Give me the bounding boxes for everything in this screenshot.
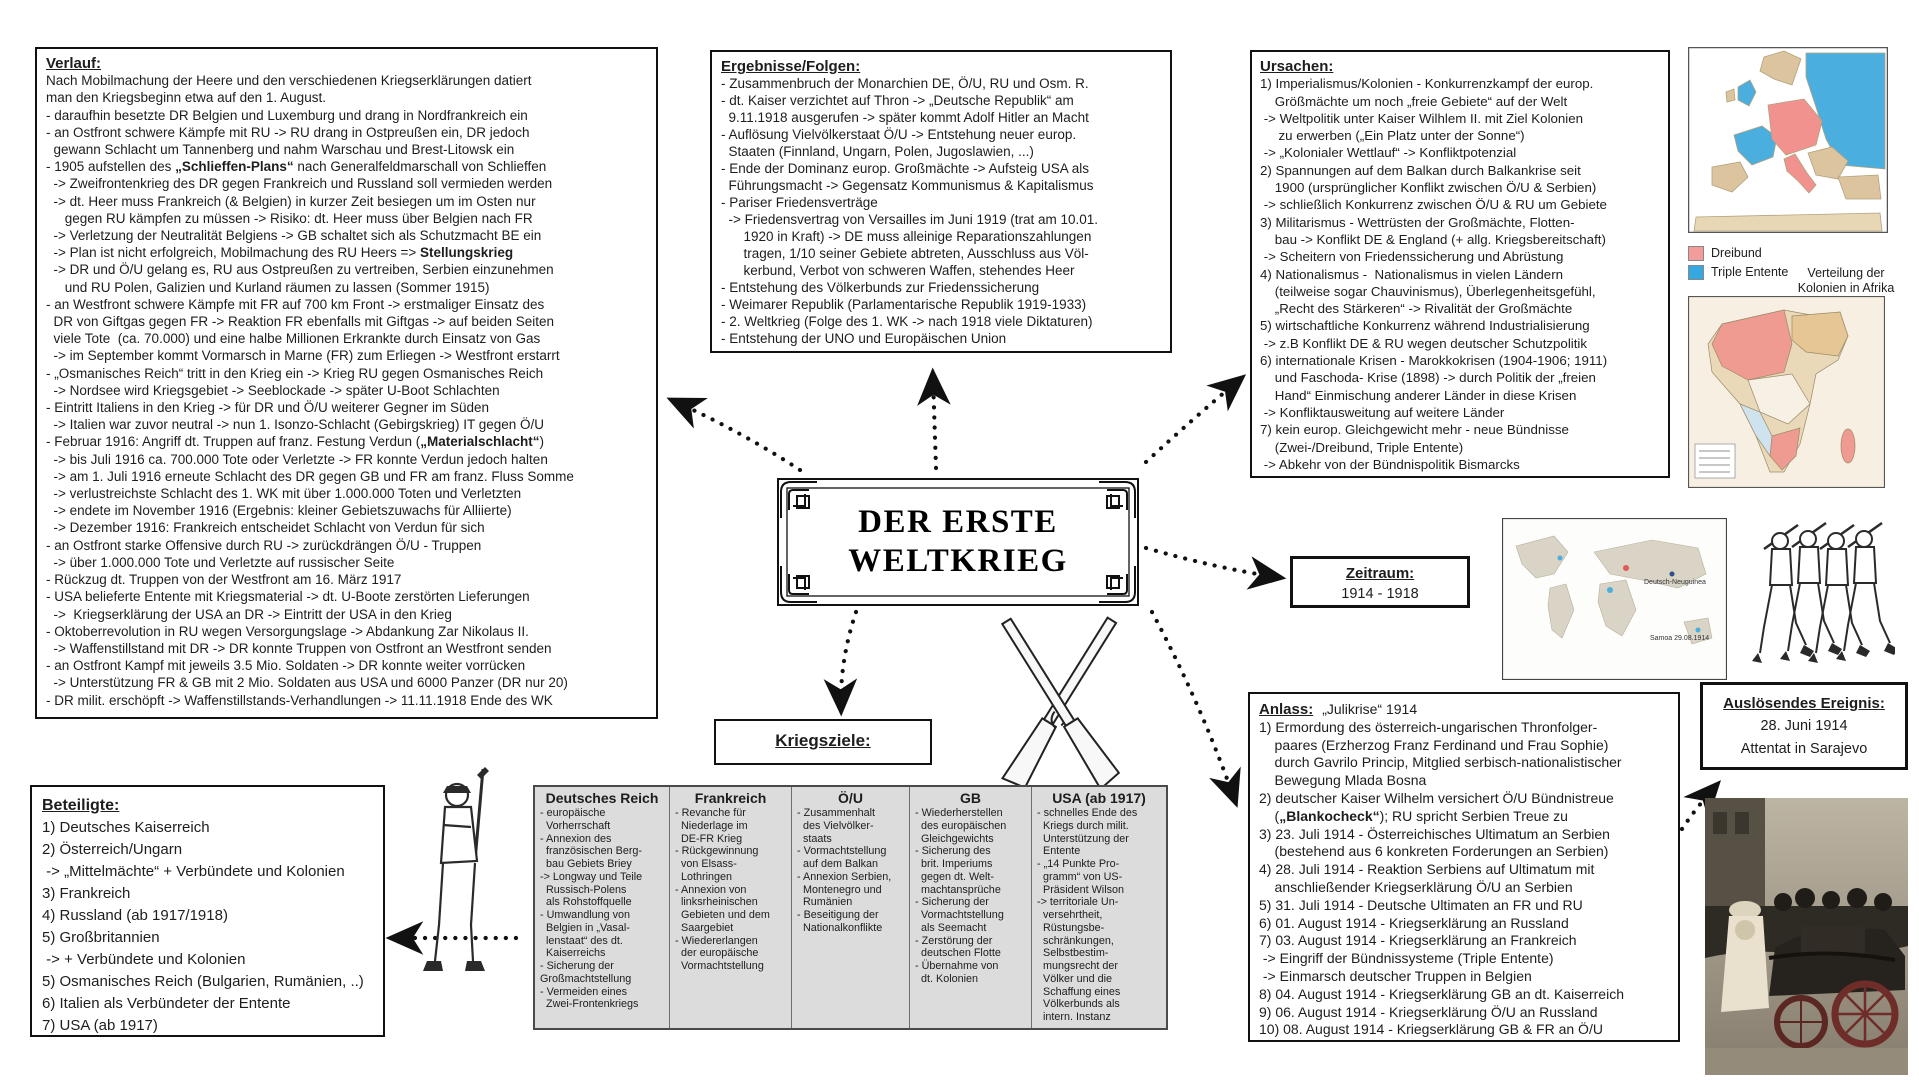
text-line: mungsrecht der <box>1037 960 1119 972</box>
text-line: - „14 Punkte Pro- <box>1037 858 1120 870</box>
text-line: - 1905 aufstellen des „Schlieffen-Plans“ nach Generalfeldmarschall von Schlieffen <box>46 159 547 175</box>
text-line: - Entstehung des Völkerbunds zur Friedenssicherung <box>721 280 1040 295</box>
text-line: -> im September kommt Vormarsch in Marne (FR) zum Erliegen -> Westfront erstarrt <box>46 348 560 364</box>
text-line: 8) 04. August 1914 - Kriegserklärung GB an dt. Kaiserreich <box>1259 985 1624 1002</box>
text-line: der europäische <box>675 947 759 960</box>
text-line: -> Kriegserklärung der USA an DR -> Eintritt der USA in den Krieg <box>46 606 452 622</box>
text-line: Rüstungsbe- <box>1037 921 1105 934</box>
beteiligte-box <box>30 785 385 1037</box>
table-header-gb: GB <box>960 790 981 806</box>
africa-map-caption: Verteilung der Kolonien in Afrika <box>1797 266 1895 295</box>
legend-item-dreibund <box>1688 245 1788 262</box>
text-line: Unterstützung der <box>1037 832 1129 845</box>
text-line: - Eintritt Italiens in den Krieg -> für DR und Ö/U weiterer Gegner im Süden <box>46 400 490 416</box>
triple-entente-color-swatch <box>1688 265 1704 280</box>
text-line: - Rückgewinnung <box>675 845 759 858</box>
text-line: Großmachtstellung <box>540 972 632 985</box>
text-line: 1920 in Kraft) -> DE muss alleinige Reparationszahlungen <box>721 229 1092 244</box>
text-line: - Umwandlung von <box>540 909 631 921</box>
text-line: 1900 (ursprünglicher Konflikt zwischen Ö/U & Serbien) <box>1260 180 1597 196</box>
table-cells-usa <box>1032 807 1166 1026</box>
text-line: - Wiederherstellen <box>915 807 1003 819</box>
text-line: kerbund, Verbot von schweren Waffen, stehendes Heer <box>721 263 1075 278</box>
text-line: Gleichgewichts <box>915 832 994 845</box>
text-line: - USA belieferte Entente mit Kriegsmaterial -> dt. U-Boote zerstörten Lieferungen <box>46 589 530 605</box>
text-line: 7) 03. August 1914 - Kriegserklärung an Frankreich <box>1259 932 1577 949</box>
text-line: („Blankocheck“); RU spricht Serbien Treue zu <box>1259 807 1568 824</box>
text-line: - an Ostfront starke Offensive durch RU -> zurückdrängen Ö/U - Truppen <box>46 537 482 553</box>
zeitraum-value: 1914 - 1918 <box>1341 586 1419 602</box>
text-line: - Annexion von <box>675 883 747 896</box>
text-line: dt. Kolonien <box>915 972 979 985</box>
text-line: -> Zweifrontenkrieg des DR gegen Frankreich und Russland soll vermieden werden <box>46 176 553 192</box>
text-line: französischen Berg- <box>540 845 643 858</box>
ausloesendes-ereignis-box <box>1700 682 1908 770</box>
table-column-usa <box>1032 787 1166 1028</box>
text-line: des europäischen <box>915 819 1007 832</box>
text-line: - DR milit. erschöpft -> Waffenstillstands-Verhandlungen -> 11.11.1918 Ende des WK <box>46 692 553 708</box>
text-line: Vormachtstellung <box>915 909 1004 921</box>
ursachen-heading: Ursachen: <box>1260 58 1334 75</box>
text-line: Völker und die <box>1037 972 1113 985</box>
text-line: Vormachtstellung <box>675 960 764 972</box>
text-line: -> über 1.000.000 Tote und Verletzte auf russischer Seite <box>46 554 395 570</box>
text-line: durch Gavrilo Princip, Mitglied serbisch-nationalistischer <box>1259 754 1622 771</box>
text-line: 9.11.1918 ausgerufen -> später kommt Adolf Hitler an Macht <box>721 110 1089 125</box>
world-map-label-samoa: Samoa 29.08.1914 <box>1650 635 1710 642</box>
kriegsziele-heading: Kriegsziele: <box>775 731 871 750</box>
text-line: - Beseitigung der <box>797 909 879 921</box>
text-line: 1) Imperialismus/Kolonien - Konkurrenzkampf der europ. <box>1260 76 1594 92</box>
table-cells-deutsches-reich <box>535 807 669 1013</box>
text-line: als Rohstoffquelle <box>540 896 632 909</box>
table-header-deutsches-reich: Deutsches Reich <box>545 790 659 806</box>
text-line: als Seemacht <box>915 921 987 934</box>
text-line: - Zerstörung der <box>915 934 993 947</box>
text-line: intern. Instanz <box>1037 1011 1111 1023</box>
text-line: - „Osmanisches Reich“ tritt in den Krieg ein -> Krieg RU gegen Osmanisches Reich <box>46 365 544 381</box>
text-line: Völkerbunds als <box>1037 998 1120 1011</box>
kriegsziele-table <box>533 785 1168 1030</box>
ergebnisse-heading: Ergebnisse/Folgen: <box>721 58 861 75</box>
text-line: 1) Deutsches Kaiserreich <box>42 819 210 836</box>
text-line: Präsident Wilson <box>1037 883 1125 896</box>
text-line: - Annexion des <box>540 832 612 845</box>
ausloesendes-date: 28. Juni 1914 <box>1760 718 1848 734</box>
text-line: 3) Militarismus - Wettrüsten der Großmächte, Flotten- <box>1260 214 1575 230</box>
text-line: (Zwei-/Dreibund, Triple Entente) <box>1260 439 1464 455</box>
triple-entente-label: Triple Entente <box>1711 265 1789 279</box>
text-line: - Sicherung des <box>915 845 991 858</box>
world-war-map <box>1502 518 1727 680</box>
text-line: gramm“ von US- <box>1037 870 1123 883</box>
table-cells-gb <box>910 807 1031 988</box>
text-line: bau Gebiets Briey <box>540 858 632 870</box>
anlass-heading: Anlass: <box>1259 701 1314 718</box>
verlauf-box <box>35 47 658 719</box>
text-line: Bewegung Mlada Bosna <box>1259 772 1427 789</box>
text-line: - dt. Kaiser verzichtet auf Thron -> „Deutsche Republik“ am <box>721 93 1074 108</box>
text-line: zu erwerben („Ein Platz unter der Sonne“) <box>1260 128 1525 144</box>
text-line: 4) Nationalismus - Nationalismus in vielen Ländern <box>1260 266 1564 282</box>
main-title <box>775 476 1141 608</box>
ergebnisse-content <box>721 75 1161 347</box>
text-line: - Rückzug dt. Truppen von der Westfront am 16. März 1917 <box>46 572 402 588</box>
text-line: 5) 31. Juli 1914 - Deutsche Ultimaten an FR und RU <box>1259 896 1583 913</box>
text-line: 1) Ermordung des österreich-ungarischen Thronfolger- <box>1259 718 1598 735</box>
text-line: Lothringen <box>675 870 733 883</box>
text-line: bau -> Konflikt DE & England (+ allg. Kriegsbereitschaft) <box>1260 231 1606 247</box>
text-line: Kaiserreichs <box>540 947 606 960</box>
text-line: 9) 06. August 1914 - Kriegserklärung Ö/U an Russland <box>1259 1003 1598 1020</box>
text-line: -> + Verbündete und Kolonien <box>42 951 246 968</box>
text-line: Belgien in „Vasal- <box>540 921 630 934</box>
page-title: DER ERSTE WELTKRIEG <box>848 504 1068 579</box>
ursachen-content <box>1260 75 1660 473</box>
ursachen-box <box>1250 50 1670 478</box>
table-column-oeu <box>792 787 910 1028</box>
text-line: Niederlage im <box>675 819 748 832</box>
text-line: -> Konfliktausweitung auf weitere Länder <box>1260 404 1505 420</box>
text-line: - Februar 1916: Angriff dt. Truppen auf franz. Festung Verdun („Materialschlacht“) <box>46 434 545 450</box>
text-line: - daraufhin besetzte DR Belgien und Luxemburg und drang in Nordfrankreich ein <box>46 107 528 123</box>
text-line: -> verlustreichste Schlacht des 1. WK mit über 1.000.000 Toten und Verletzten <box>46 486 522 502</box>
text-line: - Zusammenhalt <box>797 807 876 819</box>
text-line: -> „Mittelmächte“ + Verbündete und Kolonien <box>42 863 345 880</box>
text-line: (teilweise sogar Chauvinismus), Überlegenheitsgefühl, <box>1260 283 1596 299</box>
text-line: - Weimarer Republik (Parlamentarische Republik 1919-1933) <box>721 297 1087 312</box>
text-line: Führungsmacht -> Gegensatz Kommunismus & Kapitalismus <box>721 178 1094 193</box>
text-line: -> Dezember 1916: Frankreich entscheidet Schlacht von Verdun für sich <box>46 520 485 536</box>
text-line: DR von Giftgas gegen FR -> Reaktion FR ebenfalls mit Giftgas -> auf beiden Seiten <box>46 314 555 330</box>
text-line: - Vermeiden eines <box>540 985 628 998</box>
text-line: -> Longway und Teile <box>540 870 643 883</box>
text-line: -> schließlich Konkurrenz zwischen Ö/U & RU um Gebiete <box>1260 197 1607 213</box>
text-line: - an Westfront schwere Kämpfe mit FR auf 700 km Front -> erstmaliger Einsatz des <box>46 296 545 312</box>
text-line: - Wiedererlangen <box>675 934 758 947</box>
text-line: Selbstbestim- <box>1037 947 1109 960</box>
zeitraum-box <box>1290 556 1470 608</box>
text-line: gegen RU kämpfen zu müssen -> Risiko: dt. Heer muss über Belgien nach FR <box>46 210 533 226</box>
text-line: -> Einmarsch deutscher Truppen in Belgien <box>1259 967 1532 984</box>
text-line: -> Nordsee wird Kriegsgebiet -> Seeblockade -> später U-Boot Schlachten <box>46 382 500 398</box>
text-line: man den Kriegsbeginn etwa auf den 1. August. <box>46 90 326 106</box>
text-line: 3) Frankreich <box>42 885 131 902</box>
table-cells-frankreich <box>670 807 791 975</box>
text-line: -> Eingriff der Bündnissysteme (Triple Entente) <box>1259 950 1554 967</box>
text-line: Rumänien <box>797 896 853 909</box>
text-line: 4) Russland (ab 1917/1918) <box>42 907 228 924</box>
text-line: - Pariser Friedensverträge <box>721 195 878 210</box>
table-header-oeu: Ö/U <box>838 790 863 806</box>
dreibund-label: Dreibund <box>1711 246 1762 260</box>
text-line: paares (Erzherzog Franz Ferdinand und Frau Sophie) <box>1259 736 1609 753</box>
text-line: von Elsass- <box>675 858 737 870</box>
ausloesendes-heading: Auslösendes Ereignis: <box>1723 695 1885 712</box>
text-line: Vorherrschaft <box>540 819 611 832</box>
anlass-intro: „Julikrise“ 1914 <box>1322 701 1418 717</box>
text-line: - europäische <box>540 807 606 819</box>
text-line: - Zusammenbruch der Monarchien DE, Ö/U, RU und Osm. R. <box>721 76 1089 91</box>
text-line: lenstaat“ des dt. <box>540 934 623 947</box>
text-line: Nationalkonflikte <box>797 921 883 934</box>
text-line: Montenegro und <box>797 883 882 896</box>
text-line: Nach Mobilmachung der Heere und den verschiedenen Kriegserklärungen datiert <box>46 73 532 89</box>
text-line: - Oktoberrevolution in RU wegen Versorgungslage -> Abdankung Zar Nikolaus II. <box>46 623 529 639</box>
verlauf-heading: Verlauf: <box>46 55 102 72</box>
verlauf-content <box>46 72 647 709</box>
text-line: - 2. Weltkrieg (Folge des 1. WK -> nach 1918 viele Diktaturen) <box>721 314 1093 329</box>
text-line: 2) Spannungen auf dem Balkan durch Balkankrise seit <box>1260 162 1581 178</box>
beteiligte-content <box>42 817 373 1037</box>
table-column-deutsches-reich <box>535 787 670 1028</box>
text-line: -> am 1. Juli 1916 erneute Schlacht des DR gegen GB und FR am franz. Fluss Somme <box>46 468 574 484</box>
text-line: - Übernahme von <box>915 960 999 972</box>
text-line: - Sicherung der <box>540 960 614 972</box>
text-line: - Ende der Dominanz europ. Großmächte -> Aufsteig USA als <box>721 161 1090 176</box>
text-line: Staaten (Finnland, Ungarn, Polen, Jugoslawien, ...) <box>721 144 1034 159</box>
text-line: - an Ostfront Kampf mit jeweils 3.5 Mio. Soldaten -> DR konnte weiter vorrücken <box>46 658 526 674</box>
text-line: auf dem Balkan <box>797 858 879 870</box>
ausloesendes-event: Attentat in Sarajevo <box>1740 741 1868 757</box>
text-line: - Sicherung der <box>915 896 989 909</box>
beteiligte-heading: Beteiligte: <box>42 797 120 814</box>
text-line: -> Friedensvertrag von Versailles im Juni 1919 (trat am 10.01. <box>721 212 1099 227</box>
sarajevo-assassination-photo <box>1705 798 1908 1075</box>
text-line: staats <box>797 832 832 845</box>
text-line: „Recht des Stärkeren“ -> Rivalität der Großmächte <box>1260 301 1573 317</box>
text-line: -> Weltpolitik unter Kaiser Wilhlem II. mit Ziel Kolonien <box>1260 110 1584 126</box>
text-line: - schnelles Ende des <box>1037 807 1138 819</box>
text-line: 3) 23. Juli 1914 - Österreichisches Ultimatum an Serbien <box>1259 825 1610 842</box>
text-line: des Vielvölker- <box>797 819 874 832</box>
text-line: 7) USA (ab 1917) <box>42 1017 158 1034</box>
text-line: (bestehend aus 6 konkreten Forderungen an Serbien) <box>1259 843 1609 860</box>
text-line: -> territoriale Un- <box>1037 896 1119 909</box>
text-line: -> DR und Ö/U gelang es, RU aus Ostpreußen zu vertreiben, Serbien einzunehmen <box>46 262 554 278</box>
text-line: deutschen Flotte <box>915 947 1001 960</box>
text-line: 6) internationale Krisen - Marokkokrisen (1904-1906; 1911) <box>1260 353 1608 369</box>
text-line: und RU Polen, Galizien und Kurland räumen zu lassen (Sommer 1915) <box>46 279 490 295</box>
anlass-content <box>1259 719 1669 1039</box>
alliances-legend <box>1688 245 1788 283</box>
text-line: 6) Italien als Verbündeter der Entente <box>42 995 291 1012</box>
text-line: linksrheinischen <box>675 896 758 909</box>
text-line: machtansprüche <box>915 883 1001 896</box>
anlass-heading-line <box>1259 701 1669 719</box>
text-line: 2) deutscher Kaiser Wilhelm versichert Ö/U Bündnistreue <box>1259 789 1614 806</box>
legend-item-triple-entente <box>1688 264 1788 281</box>
text-line: Saargebiet <box>675 921 734 934</box>
africa-colonies-map <box>1688 296 1885 488</box>
text-line: gegen dt. Welt- <box>915 870 995 883</box>
text-line: -> z.B Konflikt DE & RU wegen deutscher Schutzpolitik <box>1260 335 1588 351</box>
table-cells-oeu <box>792 807 909 937</box>
text-line: 4) 28. Juli 1914 - Reaktion Serbiens auf Ultimatum mit <box>1259 861 1595 878</box>
ergebnisse-box <box>710 50 1172 353</box>
text-line: DE-FR Krieg <box>675 832 743 845</box>
text-line: Zwei-Frontenkriegs <box>540 998 639 1011</box>
text-line: brit. Imperiums <box>915 858 993 870</box>
text-line: - Entstehung der UNO und Europäischen Union <box>721 331 1007 346</box>
text-line: Kriegs durch milit. <box>1037 819 1129 832</box>
text-line: Schaffung eines <box>1037 985 1121 998</box>
text-line: - Annexion Serbien, <box>797 870 892 883</box>
text-line: Hand“ Einmischung anderer Länder in diese Krisen <box>1260 387 1577 403</box>
kriegsziele-label-box <box>714 719 932 765</box>
soldier-illustration <box>405 765 530 985</box>
text-line: Entente <box>1037 845 1081 858</box>
zeitraum-heading: Zeitraum: <box>1345 565 1415 582</box>
dreibund-color-swatch <box>1688 246 1704 261</box>
text-line: -> endete im November 1916 (Ergebnis: kleiner Gebietszuwachs für Alliierte) <box>46 503 512 519</box>
text-line: tragen, 1/10 seiner Gebiete abtreten, Ausschluss aus Völ- <box>721 246 1089 261</box>
crossed-rifles-illustration <box>955 612 1165 802</box>
table-column-frankreich <box>670 787 792 1028</box>
text-line: Gebieten und dem <box>675 909 770 921</box>
text-line: -> Plan ist nicht erfolgreich, Mobilmachung des RU Heers => Stellungskrieg <box>46 245 514 261</box>
text-line: gewann Schlacht um Tannenberg und nahm Warschau und Brest-Litowsk ein <box>46 142 515 158</box>
text-line: -> „Kolonialer Wettlauf“ -> Konfliktpotenzial <box>1260 145 1517 161</box>
text-line: Russisch-Polens <box>540 883 627 896</box>
table-header-usa: USA (ab 1917) <box>1052 790 1146 806</box>
text-line: -> dt. Heer muss Frankreich (& Belgien) in kurzer Zeit besiegen um im Osten nur <box>46 193 536 209</box>
text-line: Größmächte um noch „freie Gebiete“ auf der Welt <box>1260 93 1568 109</box>
text-line: - Auflösung Vielvölkerstaat Ö/U -> Entstehung neuer europ. <box>721 127 1077 142</box>
text-line: - an Ostfront schwere Kämpfe mit RU -> RU drang in Ostpreußen ein, DR jedoch <box>46 124 530 140</box>
text-line: 5) Osmanisches Reich (Bulgarien, Rumänien, ..) <box>42 973 364 990</box>
text-line: viele Tote (ca. 70.000) und eine halbe Millionen Erkrankte durch Einsatz von Gas <box>46 331 541 347</box>
text-line: - Revanche für <box>675 807 746 819</box>
text-line: -> Italien war zuvor neutral -> nun 1. Isonzo-Schlacht (Gebirgskrieg) IT gegen Ö/U <box>46 417 544 433</box>
text-line: -> Unterstützung FR & GB mit 2 Mio. Soldaten aus USA und 6000 Panzer (DR nur 20) <box>46 675 568 691</box>
table-header-frankreich: Frankreich <box>694 790 767 806</box>
anlass-box <box>1248 692 1680 1042</box>
text-line: -> bis Juli 1916 ca. 700.000 Tote oder Verletzte -> FR konnte Verdun jedoch halten <box>46 451 548 467</box>
text-line: schränkungen, <box>1037 934 1114 947</box>
text-line: versehrtheit, <box>1037 909 1103 921</box>
text-line: 6) 01. August 1914 - Kriegserklärung an Russland <box>1259 914 1569 931</box>
text-line: -> Scheitern von Friedenssicherung und Abrüstung <box>1260 249 1564 265</box>
text-line: - Vormachtstellung <box>797 845 887 858</box>
text-line: und Faschoda- Krise (1898) -> durch Politik der „freien <box>1260 370 1596 386</box>
text-line: -> Waffenstillstand mit DR -> DR konnte Truppen von Ostfront an Westfront senden <box>46 640 552 656</box>
text-line: -> Verletzung der Neutralität Belgiens -> GB schaltet sich als Schutzmacht BE ein <box>46 228 542 244</box>
world-map-label-neuguinea: Deutsch-Neuguinea <box>1644 579 1706 586</box>
text-line: -> Abkehr von der Bündnispolitik Bismarcks <box>1260 456 1520 472</box>
text-line: anschließender Kriegserklärung Ö/U an Serbien <box>1259 878 1573 895</box>
marching-soldiers-illustration <box>1750 505 1895 670</box>
table-column-gb <box>910 787 1032 1028</box>
text-line: 5) Großbritannien <box>42 929 160 946</box>
text-line: 10) 08. August 1914 - Kriegserklärung GB & FR an Ö/U <box>1259 1021 1603 1038</box>
text-line: 2) Österreich/Ungarn <box>42 841 183 858</box>
europe-alliances-map <box>1688 47 1888 233</box>
text-line: 5) wirtschaftliche Konkurrenz während Industrialisierung <box>1260 318 1590 334</box>
text-line: 7) kein europ. Gleichgewicht mehr - neue Bündnisse <box>1260 422 1569 438</box>
